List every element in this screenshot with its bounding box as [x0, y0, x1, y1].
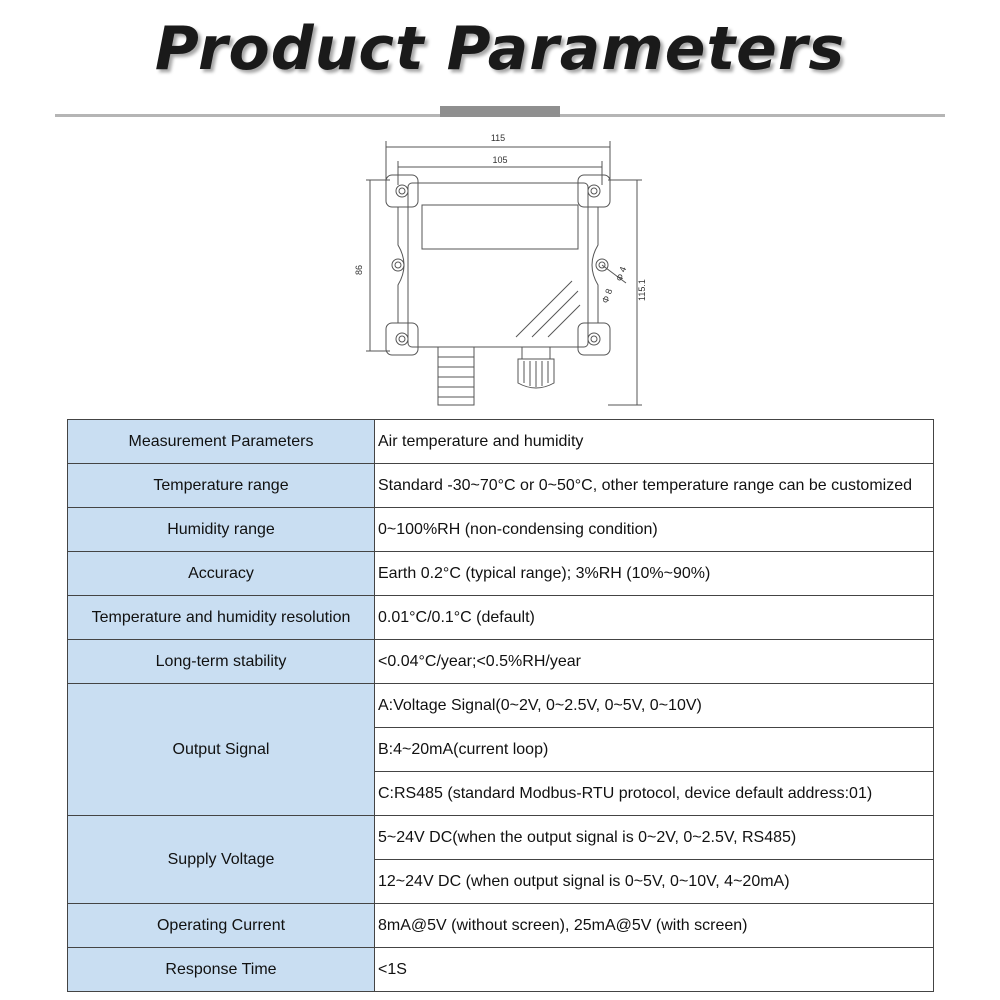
- parameter-label: Humidity range: [68, 508, 375, 552]
- parameters-table-body: [68, 420, 934, 992]
- dim-overall-width: 115: [490, 133, 506, 143]
- table-row: [68, 684, 934, 728]
- table-row: [68, 420, 934, 464]
- parameter-label: Long-term stability: [68, 640, 375, 684]
- page-title: Product Parameters: [154, 14, 846, 84]
- table-row: [68, 904, 934, 948]
- parameter-label: Accuracy: [68, 552, 375, 596]
- parameter-value: Earth 0.2°C (typical range); 3%RH (10%~90%): [375, 552, 934, 596]
- table-row: [68, 640, 934, 684]
- table-row: [68, 552, 934, 596]
- parameter-value: <0.04°C/year;<0.5%RH/year: [375, 640, 934, 684]
- table-row: [68, 596, 934, 640]
- parameter-label: Measurement Parameters: [68, 420, 375, 464]
- dim-height-right: 115.1: [637, 279, 647, 301]
- parameter-value: <1S: [375, 948, 934, 992]
- dimension-drawing: [340, 125, 660, 415]
- parameter-value: 0~100%RH (non-condensing condition): [375, 508, 934, 552]
- title-divider-accent: [440, 106, 560, 117]
- table-row: [68, 816, 934, 860]
- parameter-value: 8mA@5V (without screen), 25mA@5V (with screen): [375, 904, 934, 948]
- parameter-value: B:4~20mA(current loop): [375, 728, 934, 772]
- parameter-label: Output Signal: [68, 684, 375, 816]
- parameters-table: [67, 419, 934, 992]
- parameter-value: C:RS485 (standard Modbus-RTU protocol, device default address:01): [375, 772, 934, 816]
- dim-height-left: 86: [354, 264, 364, 276]
- parameter-label: Temperature and humidity resolution: [68, 596, 375, 640]
- parameter-value: Air temperature and humidity: [375, 420, 934, 464]
- table-row: [68, 464, 934, 508]
- parameter-label: Operating Current: [68, 904, 375, 948]
- parameter-value: 0.01°C/0.1°C (default): [375, 596, 934, 640]
- dim-hole-b: Φ 4: [613, 265, 629, 283]
- parameter-value: A:Voltage Signal(0~2V, 0~2.5V, 0~5V, 0~10V): [375, 684, 934, 728]
- parameter-value: 5~24V DC(when the output signal is 0~2V, 0~2.5V, RS485): [375, 816, 934, 860]
- dim-hole-a: Φ 8: [599, 287, 615, 305]
- parameter-value: Standard -30~70°C or 0~50°C, other temperature range can be customized: [375, 464, 934, 508]
- parameter-label: Response Time: [68, 948, 375, 992]
- table-row: [68, 948, 934, 992]
- table-row: [68, 508, 934, 552]
- parameter-label: Temperature range: [68, 464, 375, 508]
- parameter-label: Supply Voltage: [68, 816, 375, 904]
- parameter-value: 12~24V DC (when output signal is 0~5V, 0~10V, 4~20mA): [375, 860, 934, 904]
- dim-inner-width: 105: [492, 155, 508, 165]
